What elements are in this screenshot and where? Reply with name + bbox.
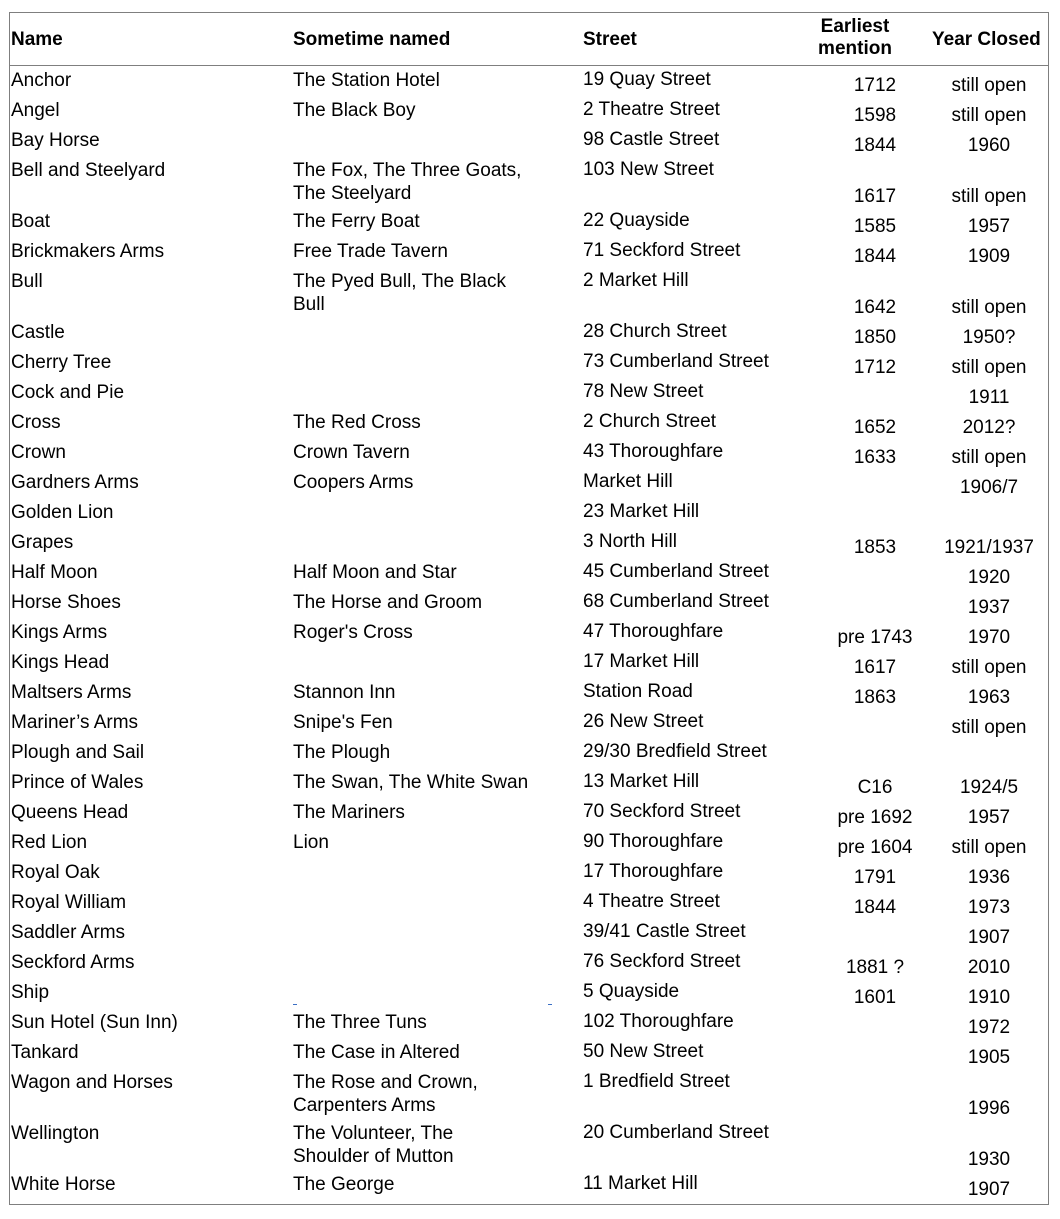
cell-sometime-named [293, 99, 416, 122]
cell-earliest-mention: 1712 [853, 357, 897, 378]
cell-year-closed: still open [951, 657, 1027, 678]
sometime-named-line: Free Trade Tavern [293, 241, 448, 262]
header-earliest-line2: mention [818, 38, 892, 59]
table-row [10, 978, 1048, 1008]
cell-sometime-named [293, 1041, 460, 1064]
table-row [10, 768, 1048, 798]
cell-name: White Horse [11, 1174, 116, 1195]
cell-name: Maltsers Arms [11, 682, 132, 703]
cell-street: 45 Cumberland Street [583, 561, 769, 582]
cell-name: Angel [11, 100, 60, 121]
cell-street: 17 Thoroughfare [583, 861, 724, 882]
cell-sometime-named [293, 801, 405, 824]
cell-year-closed: still open [951, 297, 1027, 318]
cell-sometime-named [293, 240, 448, 263]
cell-sometime-named [293, 471, 413, 494]
cell-name: Kings Head [11, 652, 110, 673]
cell-street: 71 Seckford Street [583, 240, 741, 261]
table-row [10, 1119, 1048, 1170]
sometime-named-line: Crown Tavern [293, 442, 410, 463]
table-row [10, 96, 1048, 126]
cell-earliest-mention: 1850 [853, 327, 897, 348]
cell-sometime-named [293, 1173, 394, 1196]
cell-name: Half Moon [11, 562, 98, 583]
cell-earliest-mention: 1853 [853, 537, 897, 558]
cell-name: Sun Hotel (Sun Inn) [11, 1012, 178, 1033]
sometime-named-line: The Rose and Crown, [293, 1072, 478, 1093]
cell-name: Golden Lion [11, 502, 114, 523]
cell-street: Market Hill [583, 471, 673, 492]
cell-sometime-named [293, 561, 457, 584]
cell-year-closed: 1906/7 [959, 477, 1019, 498]
header-earliest-line1: Earliest [820, 16, 890, 37]
cell-earliest-mention: 1652 [853, 417, 897, 438]
table-row [10, 1170, 1048, 1200]
table-row [10, 1008, 1048, 1038]
cell-year-closed: 1907 [967, 927, 1011, 948]
sometime-named-line: Coopers Arms [293, 472, 414, 493]
table-body [10, 66, 1048, 1200]
cell-year-closed: 1909 [967, 246, 1011, 267]
sometime-named-line: The Mariners [293, 802, 405, 823]
cell-year-closed: 1957 [967, 216, 1011, 237]
table-row [10, 126, 1048, 156]
table-row [10, 498, 1048, 528]
cell-sometime-named [293, 210, 420, 233]
cell-street: 22 Quayside [583, 210, 690, 231]
pub-history-table [9, 12, 1049, 1205]
cell-sometime-named [293, 711, 393, 734]
cell-earliest-mention: 1844 [853, 246, 897, 267]
cell-year-closed: 1960 [967, 135, 1011, 156]
cell-street: 50 New Street [583, 1041, 704, 1062]
cell-earliest-mention: 1598 [853, 105, 897, 126]
cell-street: 28 Church Street [583, 321, 727, 342]
cell-street: 98 Castle Street [583, 129, 720, 150]
cell-year-closed: 1972 [967, 1017, 1011, 1038]
cell-name: Kings Arms [11, 622, 108, 643]
cell-street: 20 Cumberland Street [583, 1122, 769, 1143]
cell-sometime-named [293, 411, 421, 434]
cell-name: Cherry Tree [11, 352, 112, 373]
cell-name: Wagon and Horses [11, 1072, 173, 1093]
cell-name: Castle [11, 322, 65, 343]
cell-street: Station Road [583, 681, 693, 702]
cell-sometime-named [293, 621, 413, 644]
header-earliest-mention [800, 16, 910, 60]
cell-earliest-mention: 1881 ? [845, 957, 905, 978]
table-row [10, 378, 1048, 408]
sometime-named-line: The George [293, 1174, 395, 1195]
cell-name: Anchor [11, 70, 72, 91]
cell-sometime-named [293, 270, 506, 316]
sometime-named-line: Stannon Inn [293, 682, 396, 703]
sometime-named-line: The Case in Altered [293, 1042, 460, 1063]
cell-earliest-mention: 1712 [853, 75, 897, 96]
cell-earliest-mention: 1585 [853, 216, 897, 237]
cell-earliest-mention: pre 1743 [837, 627, 913, 648]
sometime-named-line: The Swan, The White Swan [293, 772, 529, 793]
cell-sometime-named [293, 831, 329, 854]
cell-earliest-mention: 1791 [853, 867, 897, 888]
cell-street: 76 Seckford Street [583, 951, 741, 972]
table-row [10, 558, 1048, 588]
cell-street: 11 Market Hill [583, 1173, 698, 1194]
table-row [10, 828, 1048, 858]
cell-sometime-named [293, 69, 440, 92]
cell-street: 39/41 Castle Street [583, 921, 746, 942]
cell-earliest-mention: 1642 [853, 297, 897, 318]
cell-year-closed: 1936 [967, 867, 1011, 888]
cell-year-closed: still open [951, 717, 1027, 738]
cell-year-closed: 1950? [962, 327, 1016, 348]
header-name: Name [11, 29, 63, 50]
cell-street: 13 Market Hill [583, 771, 700, 792]
cell-year-closed: still open [951, 357, 1027, 378]
cell-year-closed: 1970 [967, 627, 1011, 648]
cell-name: Bull [11, 271, 43, 292]
hyperlink-underline-mark [293, 1004, 297, 1005]
sometime-named-line: The Plough [293, 742, 391, 763]
cell-street: 2 Theatre Street [583, 99, 720, 120]
cell-year-closed: 1920 [967, 567, 1011, 588]
cell-street: 23 Market Hill [583, 501, 700, 522]
table-row [10, 468, 1048, 498]
table-row [10, 237, 1048, 267]
cell-year-closed: 1905 [967, 1047, 1011, 1068]
table-row [10, 798, 1048, 828]
table-row [10, 348, 1048, 378]
table-row [10, 438, 1048, 468]
cell-street: 5 Quayside [583, 981, 680, 1002]
cell-name: Saddler Arms [11, 922, 126, 943]
cell-earliest-mention: 1844 [853, 897, 897, 918]
sometime-named-line: Bull [293, 294, 325, 315]
sometime-named-line: The Ferry Boat [293, 211, 420, 232]
sometime-named-line: The Pyed Bull, The Black [293, 271, 506, 292]
table-row [10, 738, 1048, 768]
header-sometime-named: Sometime named [293, 29, 451, 50]
table-row [10, 408, 1048, 438]
cell-street: 2 Market Hill [583, 270, 689, 291]
cell-name: Ship [11, 982, 50, 1003]
table-row [10, 267, 1048, 318]
cell-year-closed: 1963 [967, 687, 1011, 708]
cell-earliest-mention: pre 1604 [837, 837, 913, 858]
table-row [10, 156, 1048, 207]
table-row [10, 888, 1048, 918]
sometime-named-line: Lion [293, 832, 329, 853]
cell-name: Grapes [11, 532, 74, 553]
table-row [10, 588, 1048, 618]
cell-sometime-named [293, 1122, 454, 1168]
cell-year-closed: 1957 [967, 807, 1011, 828]
cell-year-closed: still open [951, 186, 1027, 207]
table-row [10, 858, 1048, 888]
sometime-named-line: Roger's Cross [293, 622, 413, 643]
cell-earliest-mention: pre 1692 [837, 807, 913, 828]
sometime-named-line: The Volunteer, The [293, 1123, 454, 1144]
cell-street: 3 North Hill [583, 531, 677, 552]
cell-year-closed: still open [951, 447, 1027, 468]
cell-street: 103 New Street [583, 159, 714, 180]
table-row [10, 708, 1048, 738]
cell-year-closed: 1921/1937 [944, 537, 1034, 558]
cell-name: Crown [11, 442, 66, 463]
cell-sometime-named [293, 441, 410, 464]
sometime-named-line: The Horse and Groom [293, 592, 483, 613]
cell-street: 19 Quay Street [583, 69, 711, 90]
cell-name: Prince of Wales [11, 772, 144, 793]
cell-street: 68 Cumberland Street [583, 591, 769, 612]
cell-name: Red Lion [11, 832, 88, 853]
cell-year-closed: 2010 [967, 957, 1011, 978]
cell-name: Bay Horse [11, 130, 100, 151]
cell-street: 29/30 Bredfield Street [583, 741, 767, 762]
sometime-named-line: Half Moon and Star [293, 562, 457, 583]
cell-sometime-named [293, 681, 395, 704]
cell-name: Bell and Steelyard [11, 160, 166, 181]
sometime-named-line: The Red Cross [293, 412, 421, 433]
cell-street: 2 Church Street [583, 411, 717, 432]
cell-name: Gardners Arms [11, 472, 139, 493]
sometime-named-line: The Three Tuns [293, 1012, 427, 1033]
sometime-named-line: Snipe's Fen [293, 712, 393, 733]
cell-year-closed: 2012? [962, 417, 1016, 438]
sometime-named-line: Shoulder of Mutton [293, 1146, 454, 1167]
cell-earliest-mention: 1863 [853, 687, 897, 708]
cell-earliest-mention: 1617 [853, 186, 897, 207]
sometime-named-line: The Station Hotel [293, 70, 440, 91]
cell-name: Brickmakers Arms [11, 241, 165, 262]
cell-earliest-mention: 1633 [853, 447, 897, 468]
table-row [10, 918, 1048, 948]
header-year-closed: Year Closed [932, 29, 1041, 50]
cell-name: Wellington [11, 1123, 100, 1144]
header-street: Street [583, 29, 637, 50]
cell-name: Mariner’s Arms [11, 712, 139, 733]
cell-name: Tankard [11, 1042, 79, 1063]
cell-earliest-mention: 1617 [853, 657, 897, 678]
cell-year-closed: 1911 [968, 387, 1010, 408]
sometime-named-line: Carpenters Arms [293, 1095, 436, 1116]
table-row [10, 207, 1048, 237]
cell-sometime-named [293, 591, 482, 614]
cell-sometime-named [293, 1011, 427, 1034]
cell-year-closed: still open [951, 837, 1027, 858]
cell-street: 70 Seckford Street [583, 801, 741, 822]
cell-street: 90 Thoroughfare [583, 831, 724, 852]
table-row [10, 648, 1048, 678]
table-row [10, 528, 1048, 558]
cell-year-closed: 1996 [967, 1098, 1011, 1119]
cell-year-closed: 1907 [967, 1179, 1011, 1200]
cell-year-closed: 1910 [967, 987, 1011, 1008]
cell-sometime-named [293, 771, 528, 794]
table-row [10, 1038, 1048, 1068]
sometime-named-line: The Steelyard [293, 183, 412, 204]
cell-street: 17 Market Hill [583, 651, 700, 672]
cell-name: Cross [11, 412, 61, 433]
cell-name: Queens Head [11, 802, 129, 823]
table-row [10, 1068, 1048, 1119]
cell-street: 73 Cumberland Street [583, 351, 769, 372]
cell-street: 1 Bredfield Street [583, 1071, 730, 1092]
cell-street: 26 New Street [583, 711, 704, 732]
cell-name: Horse Shoes [11, 592, 121, 613]
cell-street: 47 Thoroughfare [583, 621, 724, 642]
table-row [10, 318, 1048, 348]
cell-year-closed: 1924/5 [959, 777, 1019, 798]
cell-sometime-named [293, 1071, 478, 1117]
cell-name: Seckford Arms [11, 952, 135, 973]
cell-street: 102 Thoroughfare [583, 1011, 734, 1032]
sometime-named-line: The Black Boy [293, 100, 416, 121]
cell-street: 43 Thoroughfare [583, 441, 724, 462]
cell-year-closed: still open [951, 75, 1027, 96]
table-row [10, 948, 1048, 978]
cell-year-closed: 1937 [967, 597, 1011, 618]
cell-year-closed: 1930 [967, 1149, 1011, 1170]
cell-street: 4 Theatre Street [583, 891, 720, 912]
table-row [10, 66, 1048, 96]
cell-name: Cock and Pie [11, 382, 125, 403]
cell-year-closed: still open [951, 105, 1027, 126]
cell-street: 78 New Street [583, 381, 704, 402]
cell-name: Royal William [11, 892, 127, 913]
cell-earliest-mention: 1601 [853, 987, 897, 1008]
cell-year-closed: 1973 [967, 897, 1011, 918]
table-row [10, 618, 1048, 648]
hyperlink-underline-mark [548, 1004, 552, 1005]
cell-earliest-mention: 1844 [853, 135, 897, 156]
cell-sometime-named [293, 741, 390, 764]
cell-sometime-named [293, 159, 521, 205]
table-row [10, 678, 1048, 708]
sometime-named-line: The Fox, The Three Goats, [293, 160, 522, 181]
cell-name: Royal Oak [11, 862, 100, 883]
cell-name: Plough and Sail [11, 742, 145, 763]
cell-earliest-mention: C16 [857, 777, 893, 798]
cell-name: Boat [11, 211, 51, 232]
